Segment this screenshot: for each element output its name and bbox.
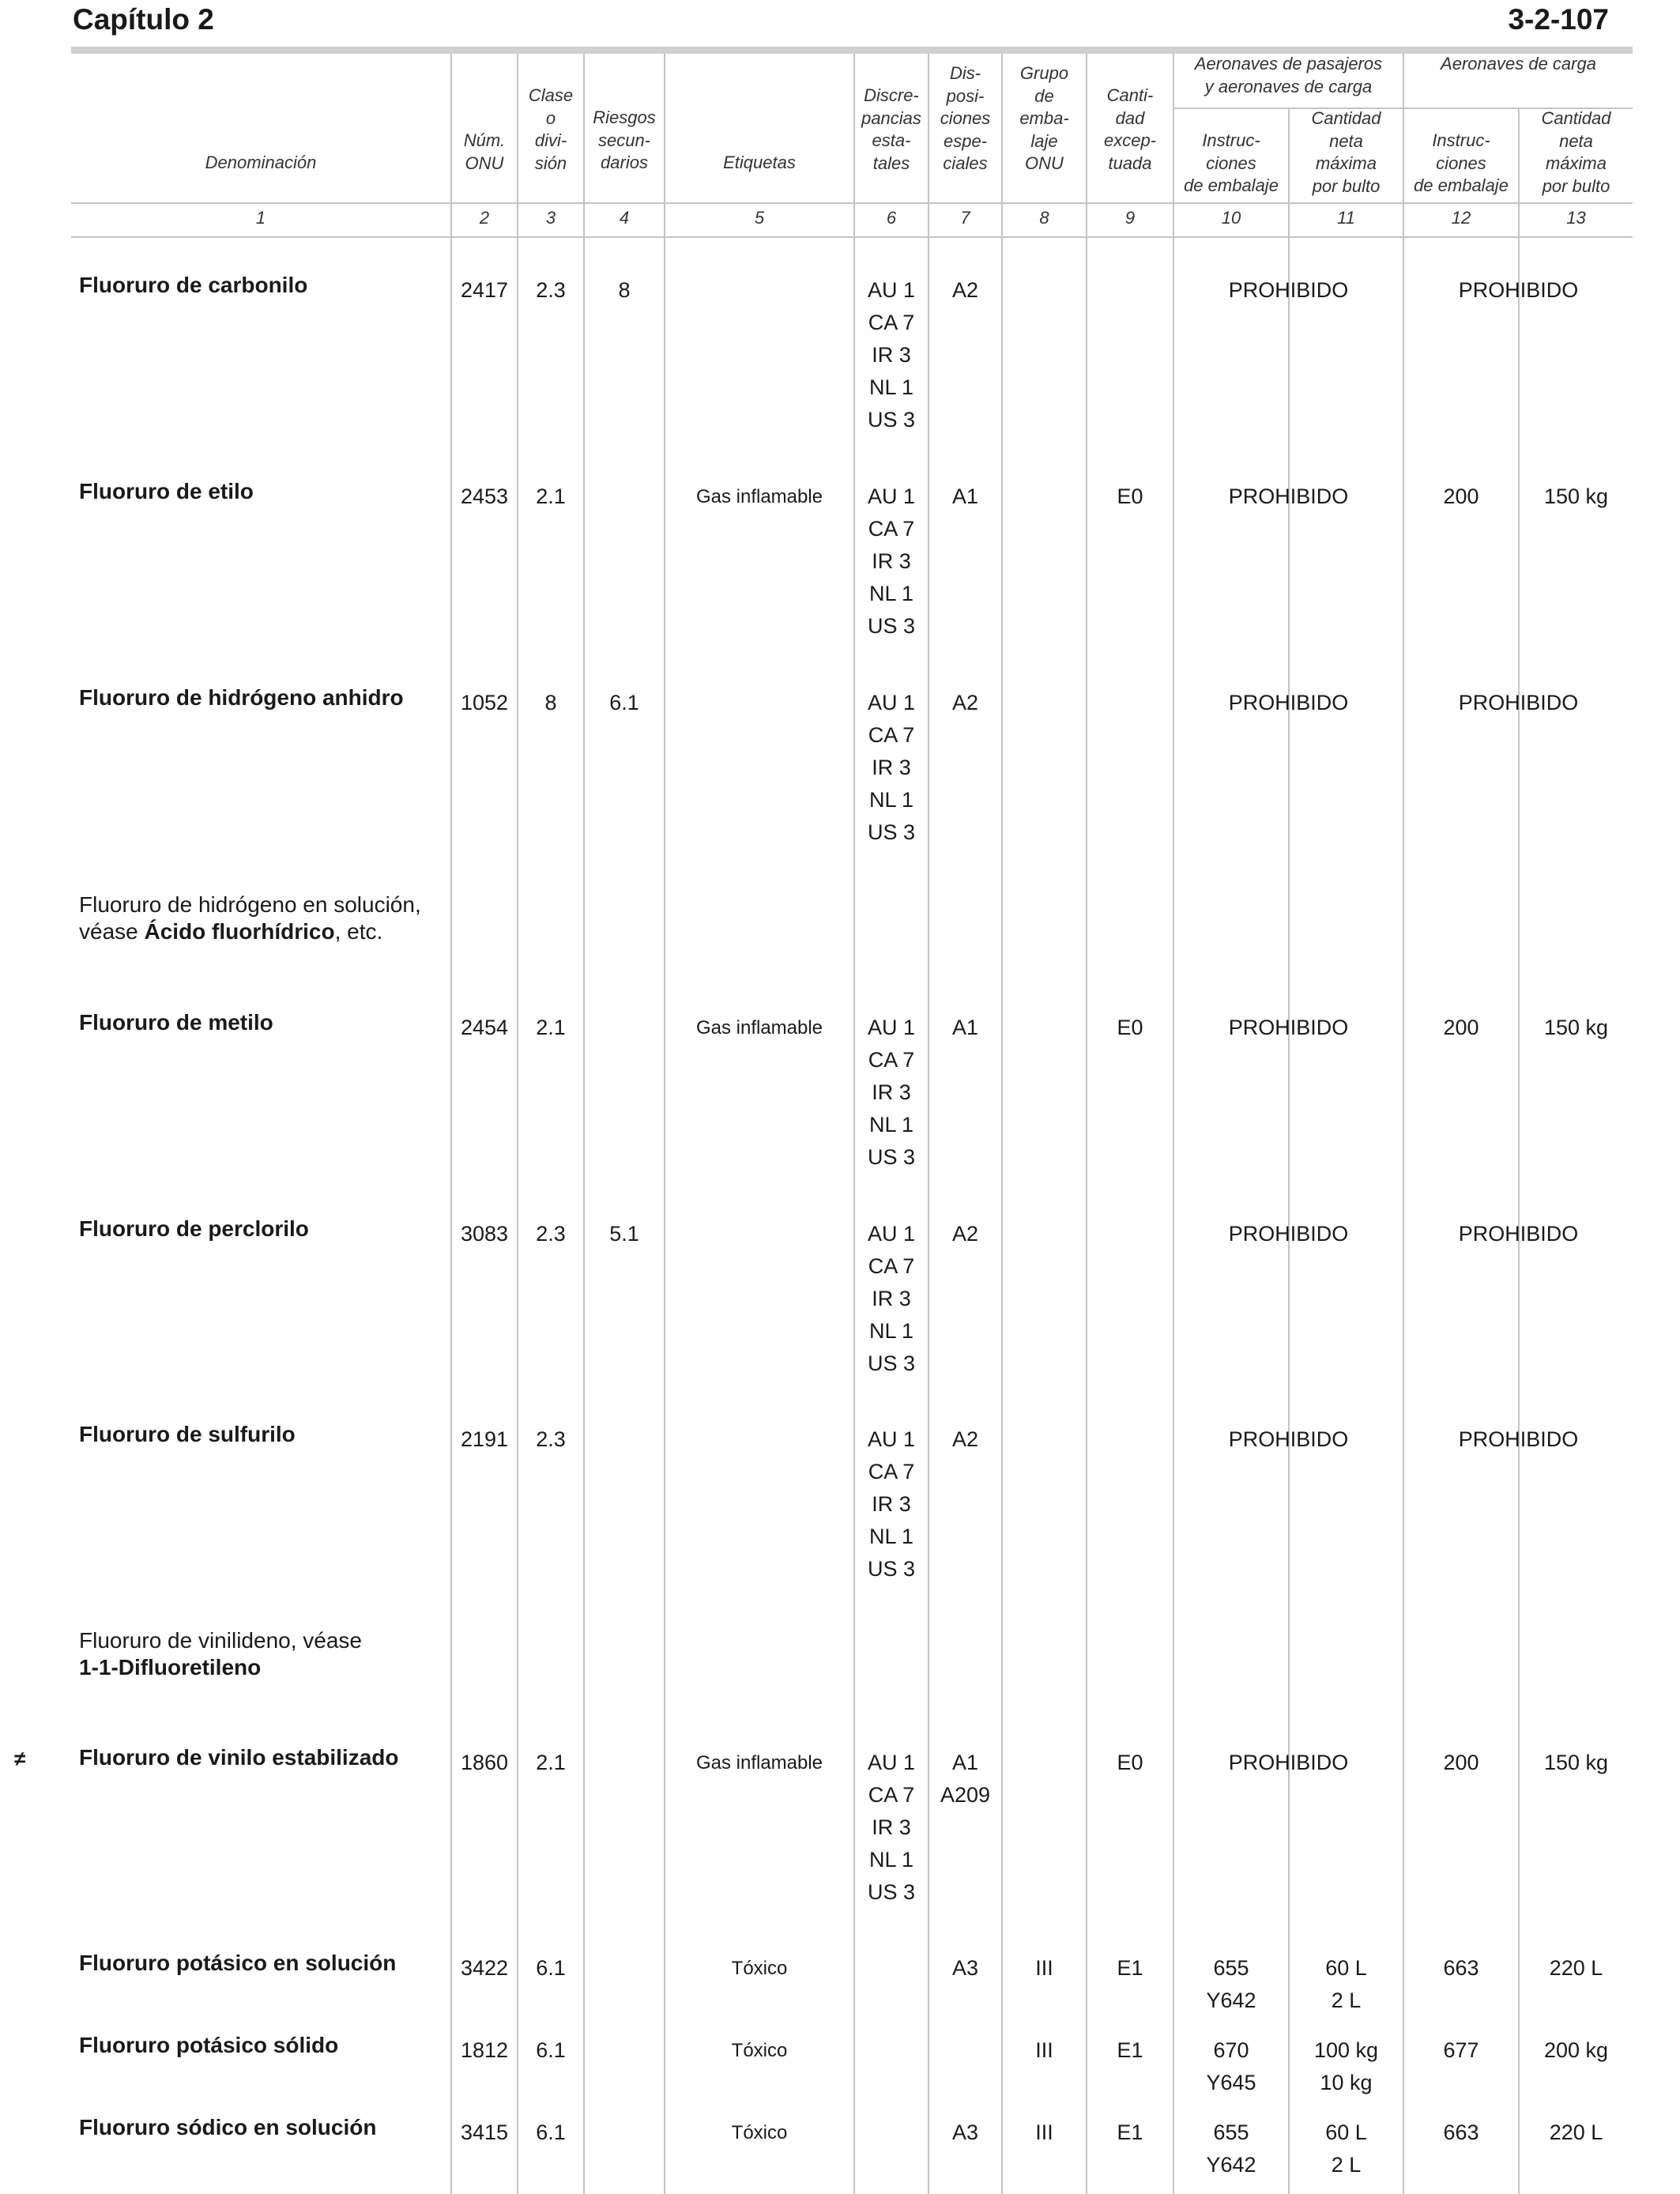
- column-number: 3: [545, 208, 556, 228]
- class-division: 2.3: [536, 278, 566, 302]
- cao-max-quantity: 150 kg: [1543, 1751, 1609, 1774]
- page-number: 3-2-107: [1508, 3, 1609, 36]
- cao-prohibited: PROHIBIDO: [1458, 1427, 1579, 1451]
- column-rule: [1173, 54, 1174, 2194]
- cao-prohibited: PROHIBIDO: [1458, 278, 1579, 302]
- pax-packing-instruction: 670 Y645: [1206, 2038, 1256, 2094]
- entry-name: Fluoruro potásico en solución: [79, 1951, 397, 1975]
- packing-group: III: [1035, 2120, 1053, 2144]
- un-number: 2454: [460, 1016, 509, 1039]
- cao-prohibited: PROHIBIDO: [1458, 691, 1579, 714]
- cao-max-quantity: 220 L: [1549, 1956, 1603, 1980]
- hazard-label: Gas inflamable: [695, 1017, 823, 1039]
- column-number: 5: [754, 208, 765, 228]
- column-number: 11: [1337, 208, 1355, 228]
- pax-prohibited: PROHIBIDO: [1228, 1222, 1349, 1246]
- class-division: 2.3: [536, 1222, 566, 1246]
- header-pax-max-qty: Cantidad neta máxima por bulto: [1311, 108, 1381, 196]
- excepted-quantity: E1: [1117, 2038, 1143, 2062]
- header-pax-packing-instr: Instruc- ciones de embalaje: [1184, 130, 1279, 195]
- numbers-rule: [71, 236, 1633, 238]
- header-special-provisions: Dis- posi- ciones espe- ciales: [940, 63, 991, 173]
- cao-packing-instruction: 200: [1443, 484, 1479, 508]
- class-division: 2.1: [536, 1016, 566, 1039]
- entry-name: Fluoruro de hidrógeno anhidro: [79, 685, 404, 710]
- reference-target: 1-1-Difluoretileno: [79, 1655, 262, 1679]
- header-passenger-aircraft: Aeronaves de pasajeros y aeronaves de carga: [1194, 54, 1383, 96]
- column-number: 10: [1221, 208, 1241, 228]
- state-variations: AU 1 CA 7 IR 3 NL 1 US 3: [867, 484, 916, 638]
- reference-text: , etc.: [334, 919, 383, 944]
- excepted-quantity: E0: [1117, 1751, 1143, 1774]
- entry-name: Fluoruro de vinilo estabilizado: [79, 1745, 399, 1770]
- cao-max-quantity: 150 kg: [1543, 1016, 1609, 1039]
- header-class: Clase o divi- sión: [528, 85, 574, 173]
- column-number: 6: [886, 208, 897, 228]
- column-number: 4: [619, 208, 630, 228]
- header-excepted-quantity: Canti- dad excep- tuada: [1103, 85, 1157, 173]
- column-number: 2: [479, 208, 490, 228]
- state-variations: AU 1 CA 7 IR 3 NL 1 US 3: [867, 691, 916, 844]
- un-number: 2191: [460, 1427, 509, 1451]
- reference-text: Fluoruro de hidrógeno en solución,: [79, 892, 421, 917]
- column-rule: [1086, 54, 1087, 2194]
- excepted-quantity: E0: [1117, 484, 1143, 508]
- column-rule: [583, 54, 585, 2194]
- cao-prohibited: PROHIBIDO: [1458, 1222, 1579, 1246]
- class-division: 6.1: [536, 1956, 566, 1980]
- header-un-number: Núm. ONU: [463, 130, 506, 173]
- hazard-label: Tóxico: [731, 1958, 788, 1979]
- special-provisions: A2: [951, 1222, 979, 1246]
- subsidiary-risk: 6.1: [609, 691, 639, 714]
- class-division: 6.1: [536, 2038, 566, 2062]
- un-number: 2417: [460, 278, 509, 302]
- cao-packing-instruction: 200: [1443, 1016, 1479, 1039]
- pax-max-quantity: 60 L 2 L: [1325, 1956, 1367, 2012]
- subsidiary-risk: 5.1: [609, 1222, 639, 1246]
- chapter-title: Capítulo 2: [73, 3, 214, 36]
- special-provisions: A3: [951, 2120, 979, 2144]
- class-division: 2.1: [536, 484, 566, 508]
- header-subsidiary-risk: Riesgos secun- darios: [593, 107, 656, 172]
- cao-packing-instruction: 200: [1443, 1751, 1479, 1774]
- un-number: 3422: [460, 1956, 509, 1980]
- un-number: 3083: [460, 1222, 509, 1246]
- column-rule: [1403, 54, 1404, 2194]
- column-number: 9: [1124, 208, 1136, 228]
- state-variations: AU 1 CA 7 IR 3 NL 1 US 3: [867, 1016, 916, 1169]
- cao-max-quantity: 200 kg: [1543, 2038, 1609, 2062]
- un-number: 2453: [460, 484, 509, 508]
- un-number: 1052: [460, 691, 509, 714]
- special-provisions: A2: [951, 1427, 979, 1451]
- entry-name: Fluoruro de sulfurilo: [79, 1422, 296, 1446]
- pax-prohibited: PROHIBIDO: [1228, 1427, 1349, 1451]
- column-rule: [1288, 107, 1290, 2194]
- hazard-label: Tóxico: [731, 2122, 788, 2143]
- hazard-label: Tóxico: [731, 2040, 788, 2061]
- cao-packing-instruction: 663: [1443, 1956, 1479, 1980]
- header-cao-max-qty: Cantidad neta máxima por bulto: [1541, 108, 1611, 196]
- column-number: 1: [255, 208, 266, 228]
- state-variations: AU 1 CA 7 IR 3 NL 1 US 3: [867, 1751, 916, 1904]
- special-provisions: A3: [951, 1956, 979, 1980]
- pax-packing-instruction: 655 Y642: [1206, 1956, 1256, 2012]
- header-packing-group: Grupo de emba- laje ONU: [1019, 63, 1069, 173]
- header-state-variations: Discre- pancias esta- tales: [861, 85, 921, 173]
- special-provisions: A1 A209: [940, 1751, 991, 1807]
- special-provisions: A1: [951, 1016, 979, 1039]
- column-rule: [928, 54, 929, 2194]
- column-number: 7: [960, 208, 970, 228]
- cao-max-quantity: 220 L: [1549, 2120, 1603, 2144]
- excepted-quantity: E1: [1117, 1956, 1143, 1980]
- packing-group: III: [1035, 2038, 1053, 2062]
- state-variations: AU 1 CA 7 IR 3 NL 1 US 3: [867, 1222, 916, 1375]
- column-rule: [517, 54, 518, 2194]
- entry-name: Fluoruro de perclorilo: [79, 1216, 309, 1241]
- cao-packing-instruction: 663: [1443, 2120, 1479, 2144]
- column-rule: [450, 54, 452, 2194]
- excepted-quantity: E1: [1117, 2120, 1143, 2144]
- entry-name: Fluoruro sódico en solución: [79, 2115, 377, 2139]
- column-number: 13: [1566, 208, 1586, 228]
- pax-prohibited: PROHIBIDO: [1228, 484, 1349, 508]
- hazard-label: Gas inflamable: [695, 1752, 823, 1774]
- header-cargo-aircraft: Aeronaves de carga: [1441, 54, 1596, 74]
- subsidiary-risk: 8: [618, 278, 631, 302]
- state-variations: AU 1 CA 7 IR 3 NL 1 US 3: [867, 278, 916, 432]
- class-division: 8: [544, 691, 557, 714]
- pax-max-quantity: 60 L 2 L: [1325, 2120, 1367, 2177]
- un-number: 1812: [460, 2038, 509, 2062]
- pax-prohibited: PROHIBIDO: [1228, 1016, 1349, 1039]
- reference-text: Fluoruro de vinilideno, véase: [79, 1628, 362, 1653]
- hazard-label: Gas inflamable: [695, 486, 823, 507]
- cao-max-quantity: 150 kg: [1543, 484, 1609, 508]
- reference-target: Ácido fluorhídrico: [144, 919, 335, 944]
- class-division: 2.1: [536, 1751, 566, 1774]
- header-labels: Etiquetas: [723, 153, 796, 172]
- column-number: 12: [1451, 208, 1471, 228]
- entry-name: Fluoruro de etilo: [79, 479, 254, 503]
- entry-name: Fluoruro de metilo: [79, 1010, 273, 1035]
- excepted-quantity: E0: [1117, 1016, 1143, 1039]
- pax-packing-instruction: 655 Y642: [1206, 2120, 1256, 2177]
- change-mark: ≠: [14, 1747, 26, 1770]
- class-division: 6.1: [536, 2120, 566, 2144]
- column-number: 8: [1039, 208, 1049, 228]
- packing-group: III: [1035, 1956, 1053, 1980]
- pax-prohibited: PROHIBIDO: [1228, 1751, 1349, 1774]
- header-cao-packing-instr: Instruc- ciones de embalaje: [1414, 130, 1509, 195]
- un-number: 1860: [460, 1751, 509, 1774]
- special-provisions: A1: [951, 484, 979, 508]
- class-division: 2.3: [536, 1427, 566, 1451]
- column-rule: [1518, 107, 1520, 2194]
- entry-name: Fluoruro de carbonilo: [79, 273, 308, 297]
- pax-max-quantity: 100 kg 10 kg: [1313, 2038, 1379, 2094]
- reference-text: véase: [79, 919, 145, 944]
- cao-packing-instruction: 677: [1443, 2038, 1479, 2062]
- state-variations: AU 1 CA 7 IR 3 NL 1 US 3: [867, 1427, 916, 1581]
- un-number: 3415: [460, 2120, 509, 2144]
- column-rule: [1001, 54, 1003, 2194]
- header-denominacion: Denominación: [205, 153, 317, 172]
- pax-prohibited: PROHIBIDO: [1228, 278, 1349, 302]
- pax-prohibited: PROHIBIDO: [1228, 691, 1349, 714]
- column-rule: [664, 54, 665, 2194]
- entry-name: Fluoruro potásico sólido: [79, 2033, 339, 2057]
- special-provisions: A2: [951, 691, 979, 714]
- header-rule-bottom: [71, 202, 1633, 204]
- special-provisions: A2: [951, 278, 979, 302]
